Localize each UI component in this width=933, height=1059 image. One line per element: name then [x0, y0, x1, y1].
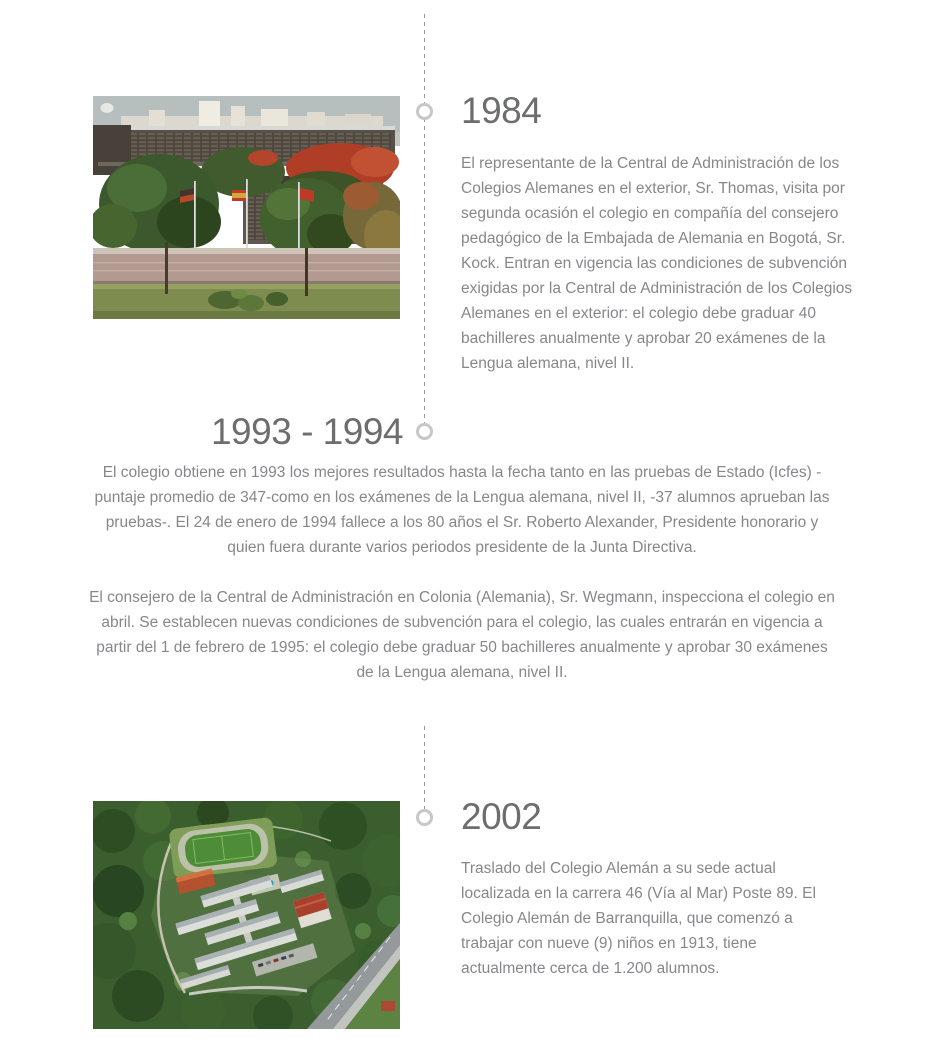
timeline-node-1993-1994: [416, 423, 433, 440]
photo-2002: [93, 801, 400, 1029]
photo-1984: [93, 96, 400, 319]
year-heading-1993-1994: 1993 - 1994: [210, 411, 403, 452]
entry-paragraph-1: El colegio obtiene en 1993 los mejores resultados hasta la fecha tanto en las pruebas de Estado (Icfes) -puntaje promedio de 347-como en los exámenes de la Lengua alemana, nivel II, -37 alumnos aprueban las pruebas-. El 24 de enero de 1994 fallece a los 80 años el Sr. Roberto Alexander, Presidente honorario y quien fuera durante varios periodos presidente de la Junta Directiva.: [94, 464, 830, 556]
timeline-node-2002: [416, 809, 433, 826]
entry-text-1984: El representante de la Central de Administración de los Colegios Alemanes en el exterior, Sr. Thomas, visita por segunda ocasión el colegio en compañía del consejero pedagógico de la Embajada de Alemania en Bogotá, Sr. Kock. Entran en vigencia las condiciones de subvención exigidas por la Central de Administración de los Colegios Alemanes en el exterior: el colegio debe graduar 40 bachilleres anualmente y aprobar 20 exámenes de la Lengua alemana, nivel II.: [461, 155, 853, 372]
timeline-node-1984: [416, 103, 433, 120]
year-heading-1984: 1984: [461, 90, 542, 131]
entry-paragraph-2: El consejero de la Central de Administración en Colonia (Alemania), Sr. Wegmann, inspecciona el colegio en abril. Se establecen nuevas condiciones de subvención para el colegio, las cuales entrarán en vigencia a partir del 1 de febrero de 1995: el colegio debe graduar 50 bachilleres anualmente y aprobar 30 exámenes de la Lengua alemana, nivel II.: [89, 589, 835, 681]
school-building-1984-photo: [93, 96, 400, 319]
campus-aerial-2002-photo: [93, 801, 400, 1029]
timeline-dashed-line-bottom: [424, 726, 425, 809]
entry-text-2002: Traslado del Colegio Alemán a su sede actual localizada en la carrera 46 (Vía al Mar) Poste 89. El Colegio Alemán de Barranquilla, que comenzó a trabajar con nueve (9) niños en 1913, tiene actualmente cerca de 1.200 alumnos.: [461, 860, 816, 977]
timeline-dashed-line-top: [424, 14, 425, 424]
year-heading-2002: 2002: [461, 796, 542, 837]
entry-text-1993-1994: [88, 460, 836, 685]
